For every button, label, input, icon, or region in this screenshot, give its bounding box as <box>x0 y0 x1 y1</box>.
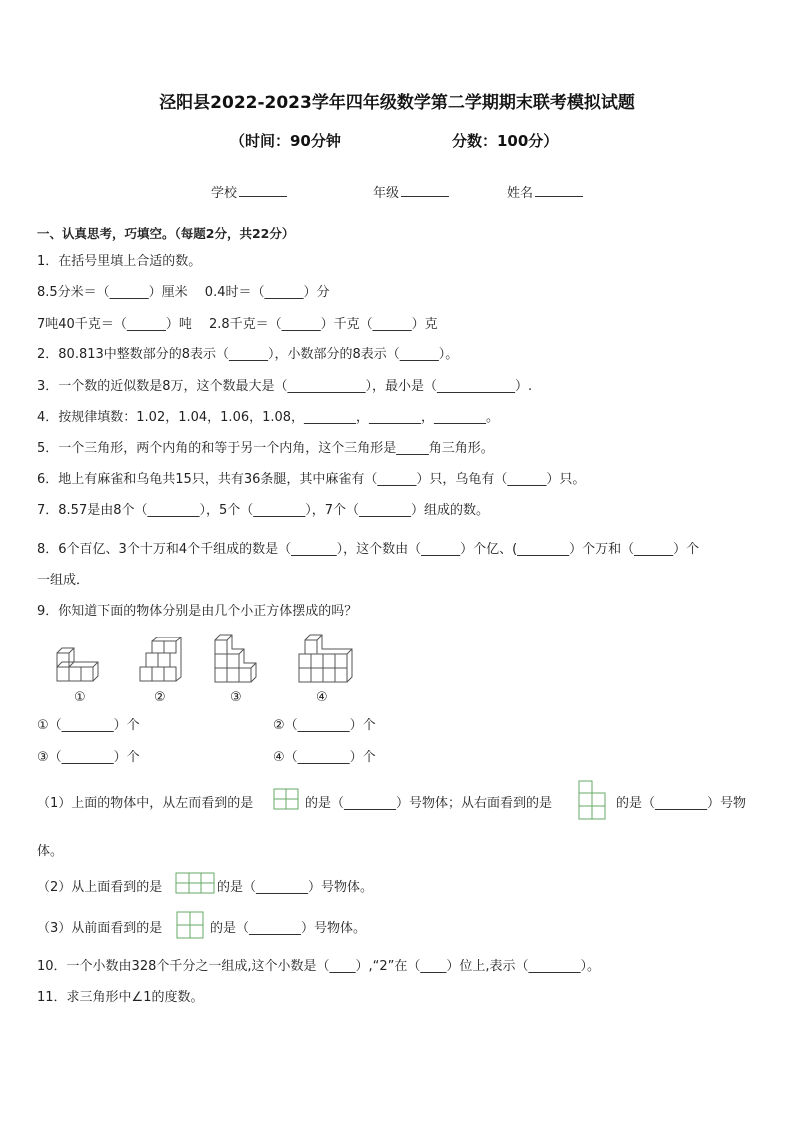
grade-label: 年级 <box>373 186 400 201</box>
question-10: 10．一个小数由328个千分之一组成,这个小数是（____）,“2”在（____）位上,表示（________）。 <box>37 959 600 974</box>
question-4: 4．按规律填数：1.02，1.04，1.06，1.08，________，________，________。 <box>37 410 500 425</box>
cube-figure-3 <box>213 630 265 688</box>
subq-1-text-a: （1）上面的物体中，从左而看到的是 <box>37 796 254 811</box>
page-title: 泾阳县2022-2023学年四年级数学第二学期期末联考模拟试题 <box>159 93 635 113</box>
front-view-icon <box>176 911 204 939</box>
answer-2[interactable]: ②（________）个 <box>273 718 376 733</box>
answer-1[interactable]: ①（________）个 <box>37 718 140 733</box>
subq-2-text-a: （2）从上面看到的是 <box>37 880 163 895</box>
question-3: 3．一个数的近似数是8万，这个数最大是（____________），最小是（____________）. <box>37 379 533 394</box>
figure-label-2: ② <box>154 690 166 705</box>
cube-figure-4 <box>297 630 353 688</box>
right-view-icon <box>578 780 606 820</box>
name-blank[interactable] <box>535 184 583 197</box>
name-label: 姓名 <box>507 186 534 201</box>
answer-4[interactable]: ④（________）个 <box>273 750 376 765</box>
question-8-cont: 一组成． <box>37 573 90 588</box>
section-heading: 一、认真思考，巧填空。（每题2分，共22分） <box>37 226 295 241</box>
figure-label-1: ① <box>74 690 86 705</box>
subq-3-text-a: （3）从前面看到的是 <box>37 921 163 936</box>
question-5: 5．一个三角形，两个内角的和等于另一个内角，这个三角形是_____角三角形。 <box>37 441 494 456</box>
question-11: 11．求三角形中∠1的度数。 <box>37 990 204 1005</box>
question-2: 2．80.813中整数部分的8表示（______），小数部分的8表示（______）。 <box>37 347 459 362</box>
school-blank[interactable] <box>239 184 287 197</box>
subq-2-text-b: 的是（________）号物体。 <box>217 880 374 895</box>
left-view-icon <box>273 788 299 810</box>
name-field[interactable] <box>507 182 583 201</box>
subq-1-text-b: 的是（________）号物体；从右面看到的是 <box>305 796 553 811</box>
question-1a: 8.5分米＝（______）厘米 0.4时＝（______）分 <box>37 285 330 300</box>
cube-figure-1 <box>55 645 105 687</box>
question-9: 9．你知道下面的物体分别是由几个小正方体摆成的吗？ <box>37 604 358 619</box>
school-label: 学校 <box>211 186 238 201</box>
question-6: 6．地上有麻雀和乌龟共15只，共有36条腿，其中麻雀有（______）只，乌龟有（______）只。 <box>37 472 586 487</box>
subq-3-text-b: 的是（________）号物体。 <box>210 921 367 936</box>
exam-time: （时间：90分钟 <box>230 132 341 150</box>
exam-score: 分数：100分） <box>452 132 559 150</box>
cube-figure-2 <box>138 637 186 687</box>
figure-label-4: ④ <box>316 690 328 705</box>
answer-3[interactable]: ③（________）个 <box>37 750 140 765</box>
question-1b: 7吨40千克＝（______）吨 2.8千克＝（______）千克（______）克 <box>37 317 438 332</box>
grade-blank[interactable] <box>401 184 449 197</box>
question-7: 7．8.57是由8个（________），5个（________），7个（________）组成的数。 <box>37 503 490 518</box>
subq-1-text-d: 体。 <box>37 844 64 859</box>
question-1: 1．在括号里填上合适的数。 <box>37 254 202 269</box>
subq-1-text-c: 的是（________）号物 <box>616 796 747 811</box>
figure-label-3: ③ <box>230 690 242 705</box>
top-view-icon <box>175 872 215 894</box>
school-field[interactable] <box>211 182 287 201</box>
question-8: 8．6个百亿、3个十万和4个千组成的数是（_______），这个数由（______）个亿、(________）个万和（______）个 <box>37 542 700 557</box>
grade-field[interactable] <box>373 182 449 201</box>
